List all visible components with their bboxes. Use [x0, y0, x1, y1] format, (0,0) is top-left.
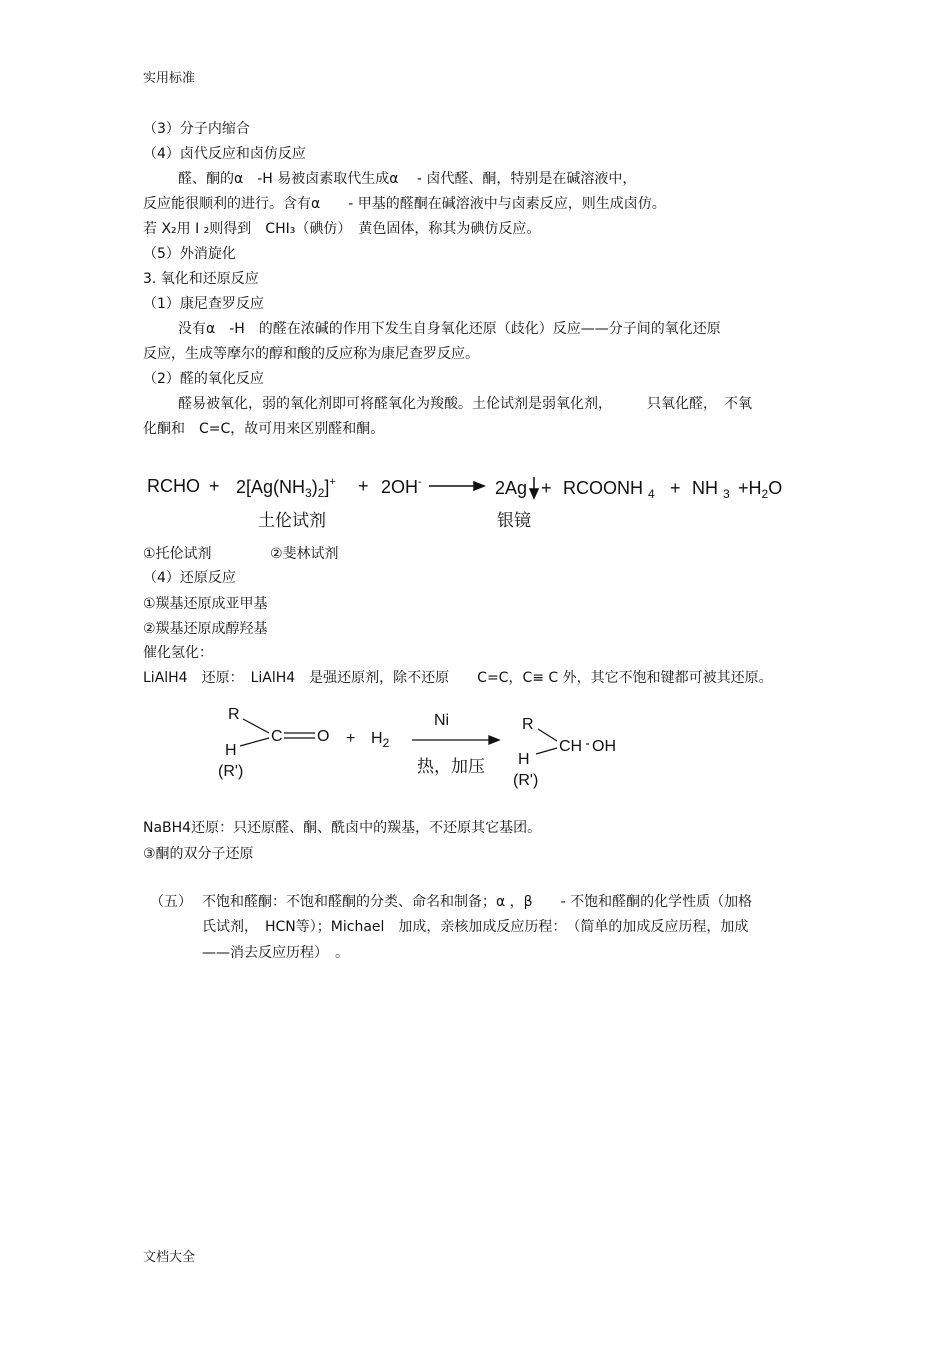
- rx-rprime-left: (R'): [218, 763, 244, 780]
- text-line: 不饱和醛酮：不饱和醛酮的分类、命名和制备；α ，β - 不饱和醛酮的化学性质（加格: [202, 894, 753, 910]
- rx-h-right: H: [518, 751, 530, 768]
- eq-plus: +: [209, 476, 220, 496]
- rx-ch-right: CH: [559, 738, 583, 755]
- eq-hydroxide: 2OH-: [381, 476, 422, 497]
- text-line: ——消去反应历程） 。: [202, 945, 349, 961]
- text-line: NaBH4还原：只还原醛、酮、酰卤中的羰基，不还原其它基团。: [143, 820, 542, 836]
- text-line: 醛、酮的α -H 易被卤素取代生成α - 卤代醛、酮，特别是在碱溶液中，: [178, 171, 637, 187]
- text-line: 没有α -H 的醛在浓碱的作用下发生自身氧化还原（歧化）反应——分子间的氧化还原: [178, 321, 721, 337]
- alcohol-bonds: [536, 729, 589, 754]
- eq-plus: +: [358, 476, 369, 496]
- rx-plus: +: [346, 730, 356, 747]
- text-line: 氏试剂， HCN等）；Michael 加成，亲核加成反应历程： （简单的加成反应历程，加成: [202, 919, 749, 935]
- rx-h-left: H: [225, 742, 237, 759]
- text-line: （2）醛的氧化反应: [143, 371, 264, 387]
- page-header: 实用标准: [143, 71, 196, 86]
- silver-precipitate-arrow: [530, 477, 538, 498]
- page-footer: 文档大全: [143, 1250, 196, 1265]
- rx-catalyst: Ni: [434, 712, 450, 729]
- text-line: 催化氢化：: [143, 645, 213, 661]
- rx-rprime-right: (R'): [513, 772, 539, 789]
- section-number: （五）: [150, 894, 192, 910]
- eq-rcho: RCHO: [147, 476, 200, 496]
- text-line: （3）分子内缩合: [143, 121, 250, 137]
- text-line: （4）卤代反应和卤仿反应: [143, 146, 306, 162]
- eq-water: $+H_2O$: [738, 478, 783, 501]
- eq-ammonium-salt: RCOONH $_4$: [563, 478, 655, 501]
- text-line: 醛易被氧化，弱的氧化剂即可将醛氧化为羧酸。土伦试剂是弱氧化剂， 只氧化醛， 不氧: [178, 396, 752, 412]
- text-line: ①羰基还原成亚甲基: [143, 596, 268, 612]
- rx-c-left: C: [271, 728, 283, 745]
- text-line: 若 X₂用 I ₂则得到 CHI₃（碘仿） 黄色固体，称其为碘仿反应。: [143, 221, 541, 237]
- rx-hydrogen: $H_2$: [371, 730, 390, 750]
- text-line: 化酮和 C=C，故可用来区别醛和酮。: [143, 421, 385, 437]
- rx-r-right: R: [522, 716, 534, 733]
- rx-r-left: R: [228, 706, 240, 723]
- carbonyl-bonds: [240, 719, 315, 746]
- text-line: ①托伦试剂: [143, 546, 212, 562]
- rx-condition: 热，加压: [417, 757, 485, 777]
- text-line: 反应，生成等摩尔的醇和酸的反应称为康尼查罗反应。: [143, 346, 479, 362]
- text-line: ②斐林试剂: [270, 546, 339, 562]
- text-line: ③酮的双分子还原: [143, 846, 254, 862]
- eq-plus: +: [670, 478, 681, 498]
- tollens-arrow: [429, 482, 484, 490]
- rx-o-left: O: [317, 728, 330, 745]
- text-line: 反应能很顺利的进行。含有α - 甲基的醛酮在碱溶液中与卤素反应，则生成卤仿。: [143, 196, 666, 212]
- silver-mirror-label: 银镜: [497, 511, 531, 531]
- text-line: （5）外消旋化: [143, 246, 236, 262]
- tollens-reagent-label: 土伦试剂: [258, 511, 326, 531]
- eq-silver: 2Ag: [495, 478, 528, 498]
- text-line: （4）还原反应: [143, 570, 236, 586]
- text-line: ②羰基还原成醇羟基: [143, 621, 268, 637]
- eq-tollens-reagent: $2[Ag(NH_3)_2]^+$: [236, 476, 336, 500]
- eq-ammonia: NH $_3$: [692, 478, 730, 501]
- hydrogenation-arrow: [412, 736, 499, 744]
- text-line: （1）康尼查罗反应: [143, 296, 264, 312]
- text-line: 3. 氧化和还原反应: [143, 271, 259, 287]
- eq-plus: +: [541, 478, 552, 498]
- rx-oh-right: OH: [592, 738, 616, 755]
- text-line: LiAlH4 还原： LiAlH4 是强还原剂，除不还原 C=C，C≡ C 外，其它不饱和键都可被其还原。: [143, 670, 773, 686]
